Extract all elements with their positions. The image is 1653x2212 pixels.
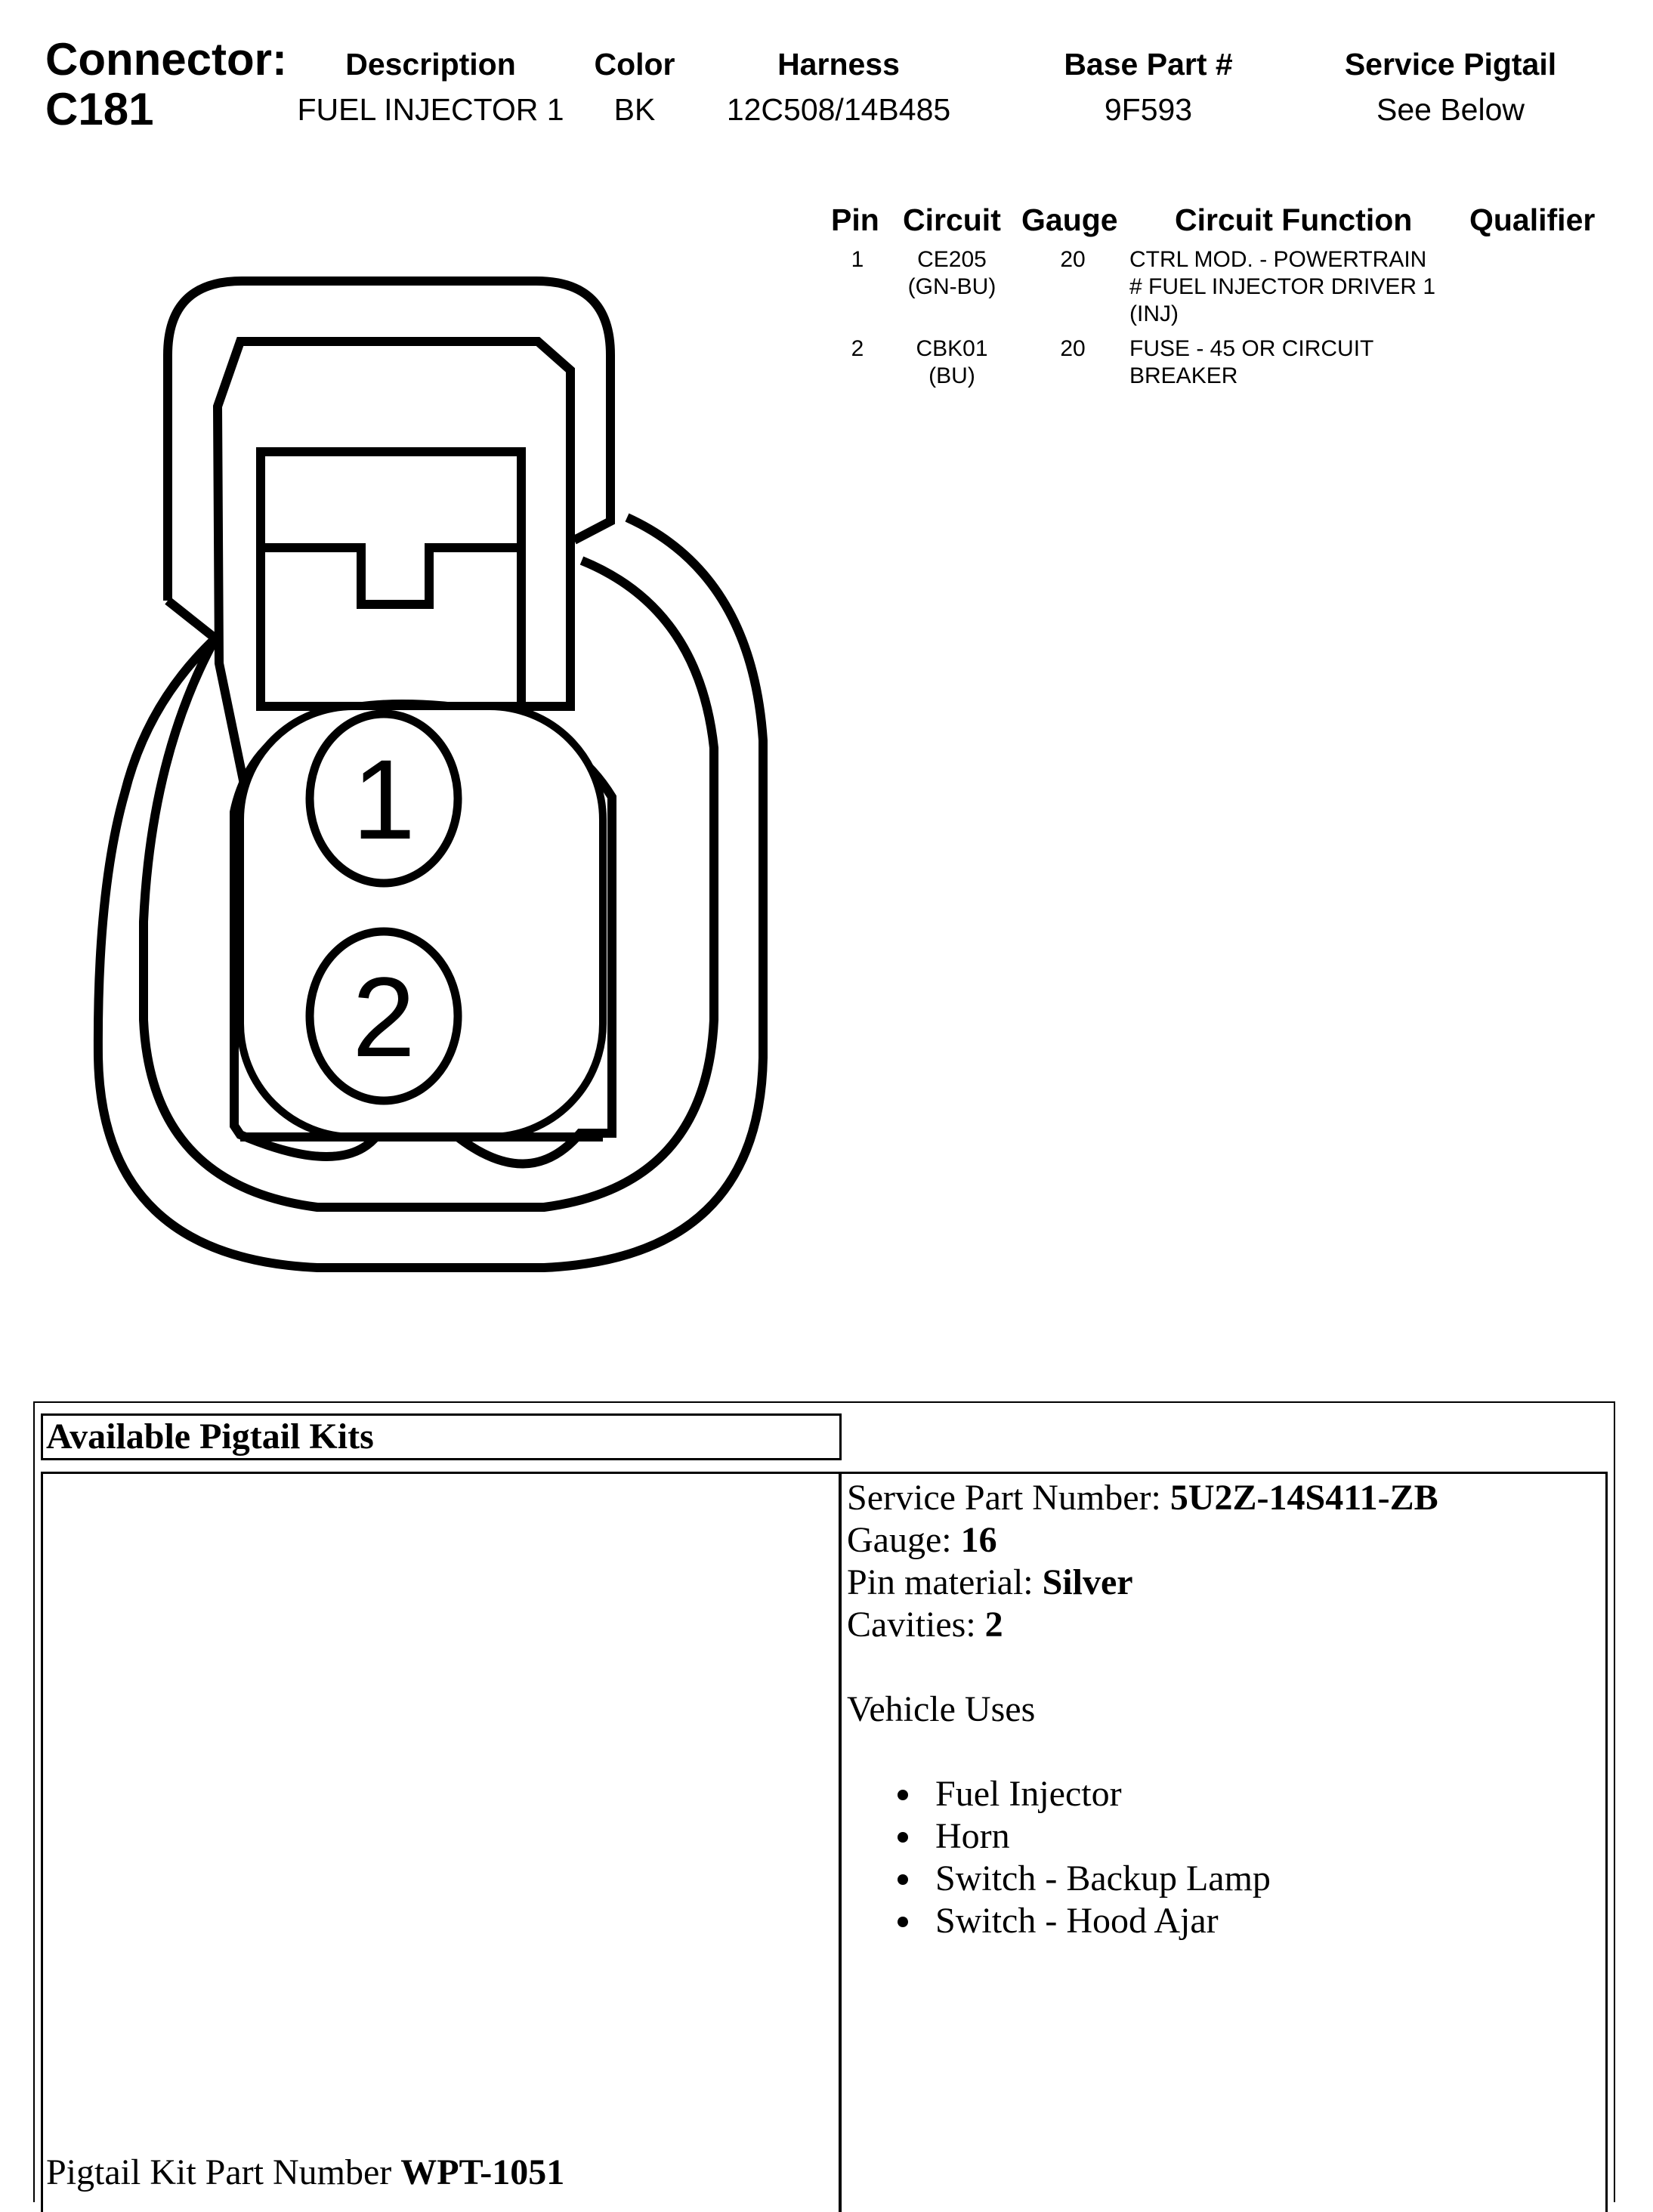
connector-face-diagram [0,0,831,1299]
description-value: FUEL INJECTOR 1 [297,92,564,127]
harness-value: 12C508/14B485 [726,92,951,127]
table-row-function-line: (INJ) [1129,301,1179,326]
table-row-circuit-color: (BU) [928,363,975,388]
pin-2-label: 2 [352,953,416,1080]
pin-material-value: Silver [1042,1562,1133,1602]
connector-latch-tab [264,548,521,604]
list-item: Switch - Hood Ajar [898,1900,1271,1942]
pigtail-kit-part [46,2152,564,2194]
pigtail-image-cell [41,1472,842,2212]
gauge-line: Gauge: 16 [847,1520,997,1560]
harness-header: Harness [777,47,900,82]
vehicle-uses-list [898,1773,1271,1942]
description-header: Description [345,47,516,82]
table-row-circuit-color: (GN-BU) [907,274,996,299]
list-item: Switch - Backup Lamp [898,1858,1271,1900]
pin-housing-fill [240,706,603,1137]
table-row-pin: 1 [851,247,864,272]
table-row-function-line: CTRL MOD. - POWERTRAIN [1129,247,1427,272]
table-row-circuit: CE205 [917,247,987,272]
pigtail-title-cell [41,1413,842,1460]
table-row-function-line: FUSE - 45 OR CIRCUIT [1129,336,1374,361]
connector-label: Connector: [45,34,287,85]
table-row-function-line: BREAKER [1129,363,1238,388]
pigtail-kit-part-number: WPT-1051 [400,2152,565,2192]
pin-material-line: Pin material: Silver [847,1562,1133,1602]
cavities-value: 2 [984,1605,1003,1645]
table-row-pin: 2 [851,336,864,361]
table-row-circuit: CBK01 [916,336,988,361]
list-item: Fuel Injector [898,1773,1271,1815]
color-header: Color [594,47,675,82]
service-part-line: Service Part Number: 5U2Z-14S411-ZB [847,1478,1438,1518]
pigtail-details-cell [839,1472,1608,2212]
table-row-gauge: 20 [1060,247,1086,272]
table-row-gauge: 20 [1060,336,1086,361]
pigtail-title: Available Pigtail Kits [46,1416,374,1457]
pin-1-label: 1 [352,736,416,863]
pigtail-kits-table [33,1401,1615,2202]
table-row-function-line: # FUEL INJECTOR DRIVER 1 [1129,274,1436,299]
service-pigtail-value: See Below [1376,92,1525,127]
base-part-header: Base Part # [1064,47,1233,82]
list-item: Horn [898,1815,1271,1858]
vehicle-uses-heading: Vehicle Uses [847,1689,1036,1729]
connector-id: C181 [45,84,154,134]
cavities-line: Cavities: 2 [847,1605,1003,1645]
pin-col-header: Pin [831,202,879,237]
circuit-col-header: Circuit [903,202,1001,237]
gauge-value: 16 [960,1520,997,1560]
function-col-header: Circuit Function [1175,202,1413,237]
base-part-value: 9F593 [1104,92,1193,127]
service-part-number: 5U2Z-14S411-ZB [1169,1478,1438,1518]
connector-top-cap [168,281,610,601]
color-value: BK [613,92,656,127]
gauge-col-header: Gauge [1021,202,1118,237]
qualifier-col-header: Qualifier [1469,202,1596,237]
service-pigtail-header: Service Pigtail [1344,47,1557,82]
pigtail-kit-part-label: Pigtail Kit Part Number [46,2152,401,2192]
